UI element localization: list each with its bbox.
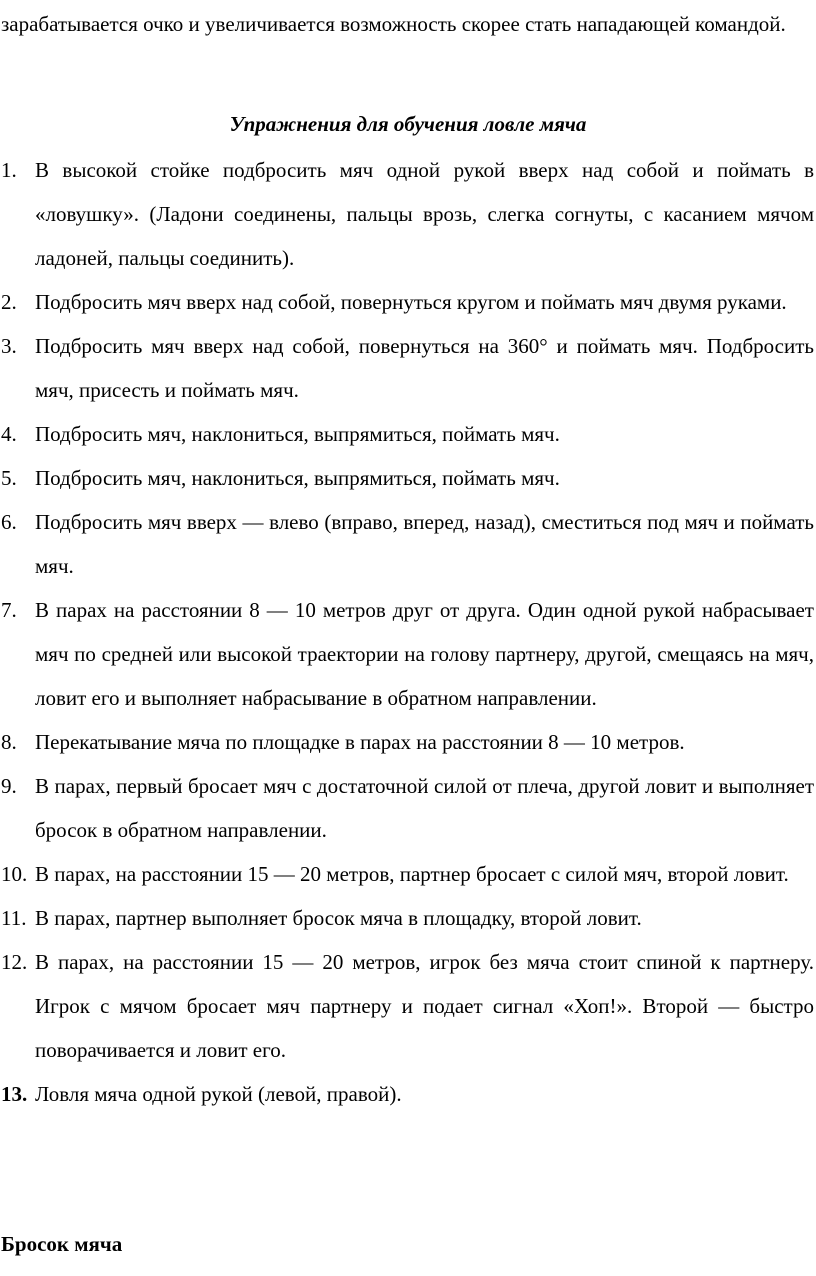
list-item-number: 12. <box>1 950 28 974</box>
list-item <box>0 280 816 324</box>
list-item <box>0 720 816 764</box>
list-item-text: Подбросить мяч, наклониться, выпрямиться, поймать мяч. <box>35 466 560 490</box>
list-item-text: Ловля мяча одной рукой (левой, правой). <box>35 1082 402 1106</box>
list-item-text: Подбросить мяч, наклониться, выпрямиться, поймать мяч. <box>35 422 560 446</box>
list-item-text: В парах, на расстоянии 15 — 20 метров, игрок без мяча стоит спиной к партнеру. Игрок с мячом бросает мяч партнеру и подает сигнал «Хоп!». Второй — быстро поворачивается и ловит его. <box>35 950 814 1062</box>
list-item-number: 1. <box>1 158 17 182</box>
list-item <box>0 324 816 412</box>
list-item-number: 13. <box>1 1082 28 1106</box>
exercise-list <box>0 148 816 1116</box>
list-item-text: В высокой стойке подбросить мяч одной рукой вверх над собой и поймать в «ловушку». (Ладони соединены, пальцы врозь, слегка согнуты, с касанием мячом ладоней, пальцы соединить). <box>35 158 814 270</box>
list-item <box>0 940 816 1072</box>
list-item-number: 3. <box>1 334 17 358</box>
list-item-text: Подбросить мяч вверх — влево (вправо, вперед, назад), сместиться под мяч и поймать мяч. <box>35 510 814 578</box>
list-item <box>0 588 816 720</box>
list-item-number: 4. <box>1 422 17 446</box>
list-item-number: 2. <box>1 290 17 314</box>
list-item-number: 5. <box>1 466 17 490</box>
list-item-text: Перекатывание мяча по площадке в парах на расстоянии 8 — 10 метров. <box>35 730 685 754</box>
list-item <box>0 1072 816 1116</box>
list-item-number: 10. <box>1 862 28 886</box>
list-item-number: 8. <box>1 730 17 754</box>
list-item <box>0 500 816 588</box>
list-item-number: 9. <box>1 774 17 798</box>
exercises-heading: Упражнения для обучения ловле мяча <box>229 112 587 136</box>
list-item-text: В парах, на расстоянии 15 — 20 метров, партнер бросает с силой мяч, второй ловит. <box>35 862 789 886</box>
list-item-number: 6. <box>1 510 17 534</box>
list-item <box>0 764 816 852</box>
list-item-text: В парах на расстоянии 8 — 10 метров друг от друга. Один одной рукой набрасывает мяч по средней или высокой траектории на голову партнеру, другой, смещаясь на мяч, ловит его и выполняет набрасывание в обратном направлении. <box>35 598 814 710</box>
list-item-text: В парах, партнер выполняет бросок мяча в площадку, второй ловит. <box>35 906 642 930</box>
list-item <box>0 896 816 940</box>
intro-paragraph: зарабатывается очко и увеличивается возможность скорее стать нападающей командой. <box>1 12 786 36</box>
list-item-number: 11. <box>1 906 27 930</box>
list-item <box>0 852 816 896</box>
list-item-text: Подбросить мяч вверх над собой, повернуться на 360° и поймать мяч. Подбросить мяч, присесть и поймать мяч. <box>35 334 814 402</box>
list-item <box>0 456 816 500</box>
section-title: Бросок мяча <box>1 1232 123 1256</box>
list-item-number: 7. <box>1 598 17 622</box>
list-item <box>0 412 816 456</box>
list-item-text: В парах, первый бросает мяч с достаточной силой от плеча, другой ловит и выполняет бросок в обратном направлении. <box>35 774 814 842</box>
list-item <box>0 148 816 280</box>
list-item-text: Подбросить мяч вверх над собой, повернуться кругом и поймать мяч двумя руками. <box>35 290 787 314</box>
